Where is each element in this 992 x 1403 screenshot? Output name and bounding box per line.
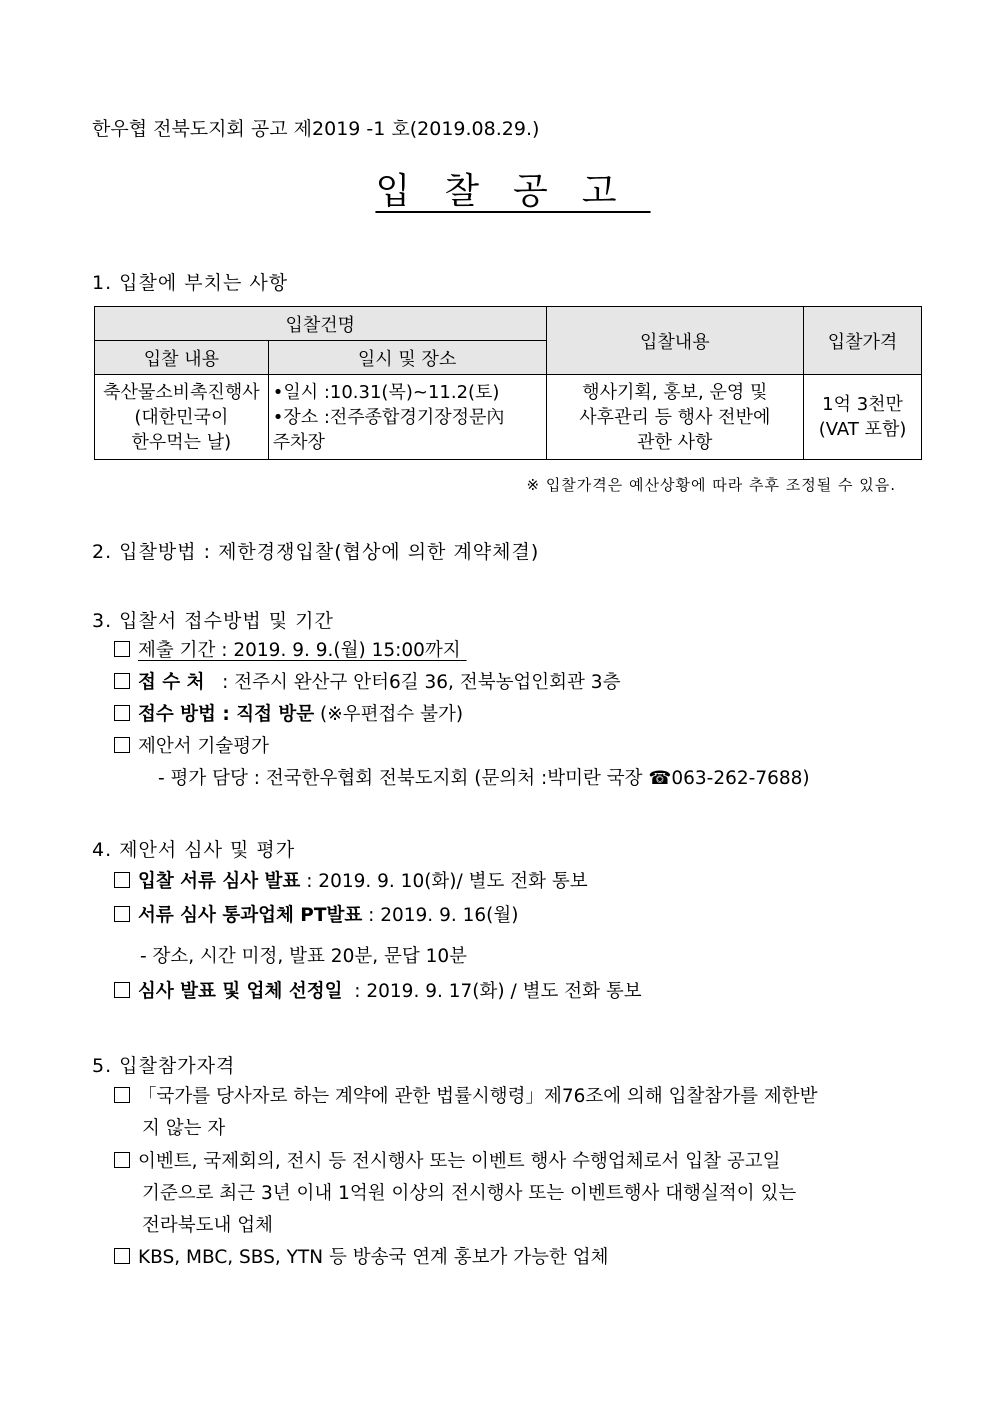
checkbox-icon xyxy=(114,872,130,888)
checkbox-icon xyxy=(114,906,130,922)
cell-bid-item: 축산물소비촉진행사 (대한민국이 한우먹는 날) xyxy=(95,375,269,460)
qualification-1: 「국가를 당사자로 하는 계약에 관한 법률시행령」제76조에 의해 입찰참가를 제한받 지 않는 자 xyxy=(114,1081,904,1145)
checkbox-icon xyxy=(114,1248,130,1264)
cell-content: 행사기획, 홍보, 운영 및 사후관리 등 행사 전반에 관한 사항 xyxy=(546,375,804,460)
header-bid-item: 입찰 내용 xyxy=(95,341,269,375)
section-5-heading: 5. 입찰참가자격 xyxy=(92,1055,236,1077)
checkbox-icon xyxy=(114,1087,130,1103)
pt-presentation: 서류 심사 통과업체 PT발표 : 2019. 9. 16(월) xyxy=(114,900,518,932)
header-bid-price: 입찰가격 xyxy=(804,307,922,375)
technical-evaluation: 제안서 기술평가 xyxy=(114,731,269,763)
header-bid-name: 입찰건명 xyxy=(95,307,547,341)
checkbox-icon xyxy=(114,737,130,753)
submission-period: 제출 기간 : 2019. 9. 9.(월) 15:00까지 xyxy=(114,635,467,667)
submission-method: 접수 방법 : 직접 방문 (※우편접수 불가) xyxy=(114,699,463,731)
section-4-heading: 4. 제안서 심사 및 평가 xyxy=(92,839,296,861)
table-row xyxy=(95,375,922,460)
notice-number: 한우협 전북도지회 공고 제2019 -1 호(2019.08.29.) xyxy=(92,118,540,140)
final-selection: 심사 발표 및 업체 선정일 : 2019. 9. 17(화) / 별도 전화 통보 xyxy=(114,976,642,1008)
header-schedule: 일시 및 장소 xyxy=(268,341,546,375)
checkbox-icon xyxy=(114,641,130,657)
section-1-heading: 1. 입찰에 부치는 사항 xyxy=(92,272,289,294)
qualification-2: 이벤트, 국제회의, 전시 등 전시행사 또는 이벤트 행사 수행업체로서 입찰 공고일 기준으로 최근 3년 이내 1억원 이상의 전시행사 또는 이벤트행사 대행실적이 있는 전라북도내 업체 xyxy=(114,1146,904,1242)
page-title xyxy=(0,163,992,214)
section-2-heading: 2. 입찰방법 : 제한경쟁입찰(협상에 의한 계약체결) xyxy=(92,541,540,563)
phone-icon: ☎ xyxy=(648,768,672,789)
bid-table xyxy=(94,306,922,460)
price-footnote: ※ 입찰가격은 예산상황에 따라 추후 조정될 수 있음. xyxy=(526,476,896,494)
submission-place: 접 수 처 : 전주시 완산구 안터6길 36, 전북농업인회관 3층 xyxy=(114,667,620,699)
checkbox-icon xyxy=(114,1152,130,1168)
page-title-text: 입찰공고 xyxy=(375,171,651,212)
qualification-3: KBS, MBC, SBS, YTN 등 방송국 연계 홍보가 가능한 업체 xyxy=(114,1242,904,1274)
cell-price: 1억 3천만 (VAT 포함) xyxy=(804,375,922,460)
document-review-announcement: 입찰 서류 심사 발표 : 2019. 9. 10(화)/ 별도 전화 통보 xyxy=(114,866,588,898)
checkbox-icon xyxy=(114,705,130,721)
checkbox-icon xyxy=(114,982,130,998)
checkbox-icon xyxy=(114,673,130,689)
section-3-heading: 3. 입찰서 접수방법 및 기간 xyxy=(92,610,334,632)
header-bid-content: 입찰내용 xyxy=(546,307,804,375)
cell-schedule: •일시 :10.31(목)~11.2(토) •장소 :전주종합경기장정문內 주차장 xyxy=(268,375,546,460)
evaluation-contact: - 평가 담당 : 전국한우협회 전북도지회 (문의처 :박미란 국장 ☎063-262-7688) xyxy=(158,768,810,789)
pt-presentation-detail: - 장소, 시간 미정, 발표 20분, 문답 10분 xyxy=(140,946,468,967)
